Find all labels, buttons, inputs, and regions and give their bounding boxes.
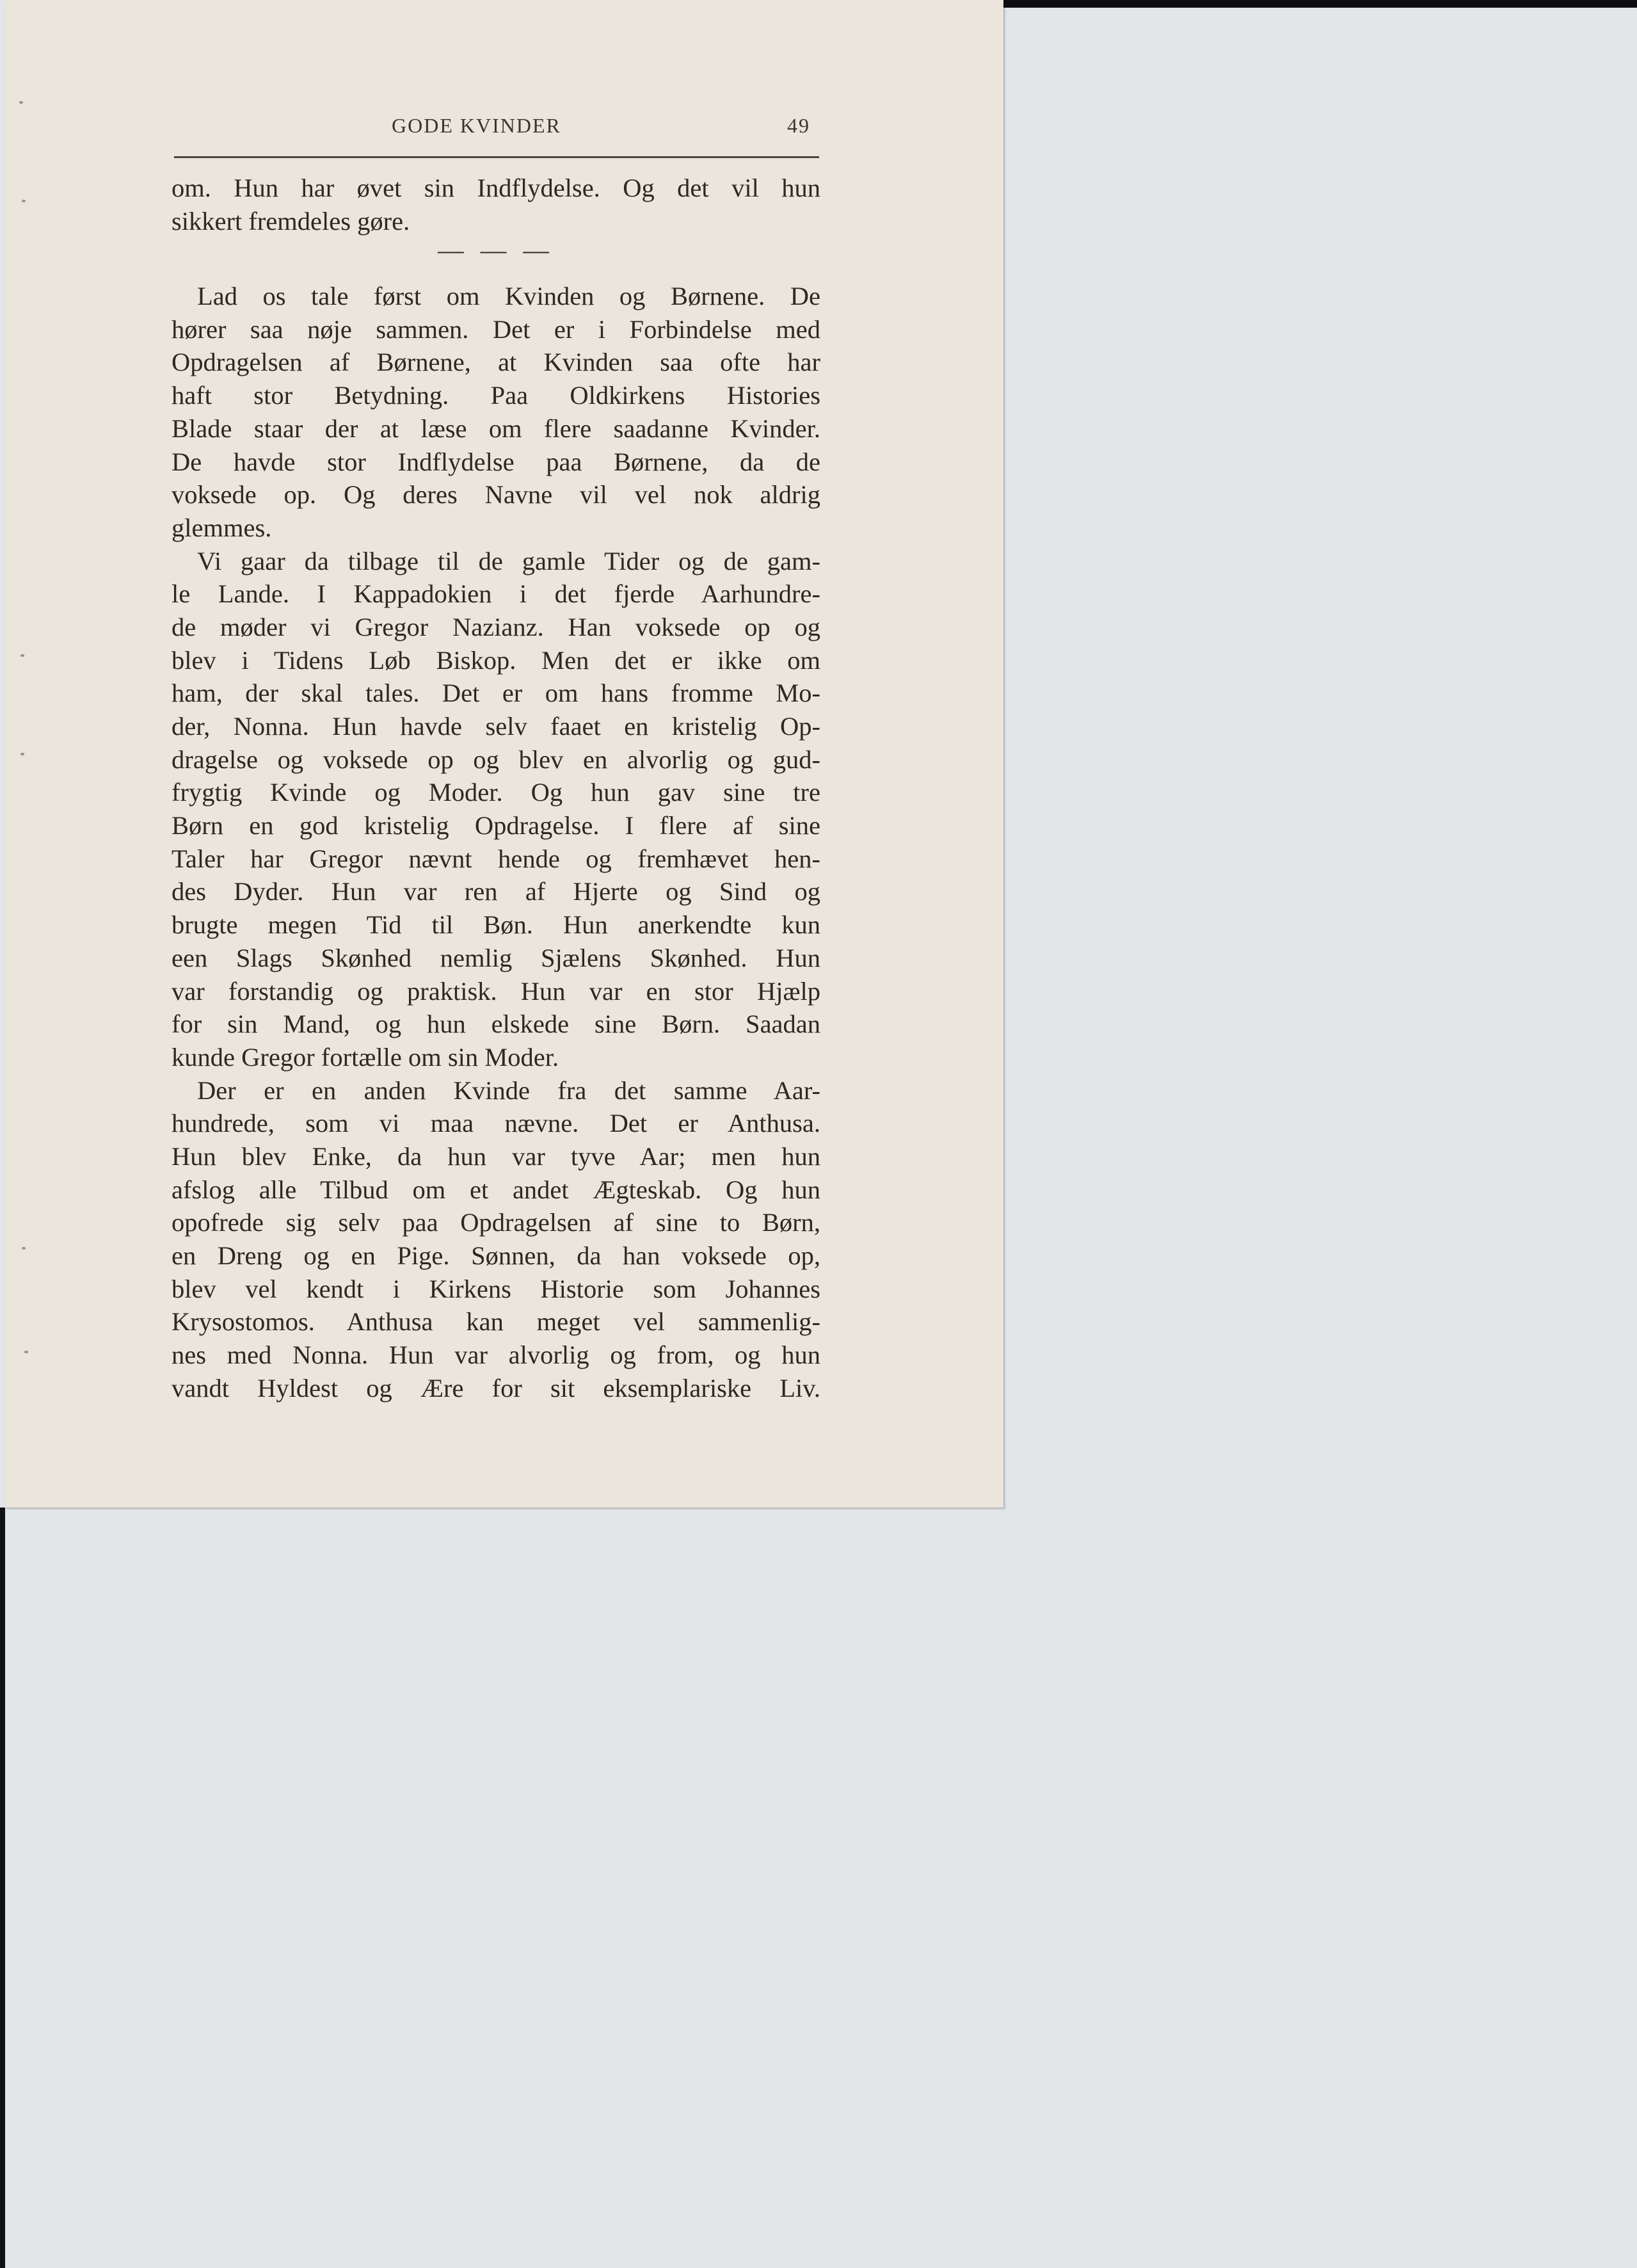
text-line: for sin Mand, og hun elskede sine Børn. Saadan — [172, 1009, 820, 1039]
text-line: hører saa nøje sammen. Det er i Forbindelse med — [172, 314, 820, 344]
text-line: een Slags Skønhed nemlig Sjælens Skønhed. Hun — [172, 943, 820, 972]
text-line: en Dreng og en Pige. Sønnen, da han voksede op, — [172, 1241, 820, 1270]
body-text — [172, 172, 820, 1404]
text-line: voksede op. Og deres Navne vil vel nok aldrig — [172, 480, 820, 510]
paragraph — [172, 280, 820, 545]
book-page — [5, 0, 1003, 1508]
text-line: haft stor Betydning. Paa Oldkirkens Histories — [172, 381, 820, 410]
text-line: kunde Gregor fortælle om sin Moder. — [172, 1042, 559, 1072]
paper-speck — [22, 200, 26, 202]
paragraph — [172, 545, 820, 1074]
text-line: De havde stor Indflydelse paa Børnene, da de — [172, 447, 820, 476]
text-line: Der er en anden Kvinde fra det samme Aar- — [197, 1075, 820, 1105]
text-line: brugte megen Tid til Bøn. Hun anerkendte kun — [172, 910, 820, 940]
text-line: nes med Nonna. Hun var alvorlig og from, og hun — [172, 1340, 820, 1370]
text-line: Lad os tale først om Kvinden og Børnene. De — [197, 282, 820, 311]
text-line: opofrede sig selv paa Opdragelsen af sine to Børn, — [172, 1208, 820, 1237]
text-line: blev i Tidens Løb Biskop. Men det er ikke om — [172, 645, 820, 675]
text-line: dragelse og voksede op og blev en alvorlig og gud- — [172, 744, 820, 774]
text-line: Vi gaar da tilbage til de gamle Tider og de gam- — [197, 546, 820, 575]
text-line: Taler har Gregor nævnt hende og fremhævet hen- — [172, 844, 820, 873]
text-line: Opdragelsen af Børnene, at Kvinden saa ofte har — [172, 348, 820, 377]
text-line: des Dyder. Hun var ren af Hjerte og Sind og — [172, 877, 820, 906]
text-line: hundrede, som vi maa nævne. Det er Anthusa. — [172, 1109, 820, 1138]
text-line: vandt Hyldest og Ære for sit eksemplariske Liv. — [172, 1373, 820, 1403]
text-line: Hun blev Enke, da hun var tyve Aar; men hun — [172, 1141, 820, 1171]
paper-speck — [20, 654, 24, 657]
spacer — [172, 271, 820, 280]
paper-speck — [24, 1351, 28, 1353]
paper-speck — [19, 101, 23, 104]
text-line: Blade staar der at læse om flere saadanne Kvinder. — [172, 414, 820, 443]
scan-edge-left — [0, 1508, 5, 2268]
page-number: 49 — [787, 114, 810, 137]
section-separator: — — — — [438, 236, 554, 265]
paper-speck — [22, 1247, 26, 1250]
text-line: afslog alle Tilbud om et andet Ægteskab. Og hun — [172, 1175, 820, 1204]
text-line: om. Hun har øvet sin Indflydelse. Og det vil hun — [172, 173, 820, 202]
text-line: Krysostomos. Anthusa kan meget vel sammenlig- — [172, 1307, 820, 1337]
text-line: le Lande. I Kappadokien i det fjerde Aarhundre- — [172, 579, 820, 609]
text-line: de møder vi Gregor Nazianz. Han voksede op og — [172, 612, 820, 641]
paragraph — [172, 1074, 820, 1405]
paper-speck — [20, 753, 24, 755]
header-rule — [174, 156, 819, 158]
text-line: der, Nonna. Hun havde selv faaet en kristelig Op- — [172, 712, 820, 741]
scan-edge-top — [1003, 0, 1637, 8]
text-line: sikkert fremdeles gøre. — [172, 206, 410, 236]
text-line: glemmes. — [172, 513, 272, 542]
text-line: var forstandig og praktisk. Hun var en stor Hjælp — [172, 976, 820, 1006]
text-line: blev vel kendt i Kirkens Historie som Johannes — [172, 1274, 820, 1303]
running-title: GODE KVINDER — [392, 114, 561, 137]
text-line: frygtig Kvinde og Moder. Og hun gav sine tre — [172, 778, 820, 807]
text-line: ham, der skal tales. Det er om hans fromme Mo- — [172, 679, 820, 708]
text-line: Børn en god kristelig Opdragelse. I flere af sine — [172, 811, 820, 840]
running-head — [5, 0, 1003, 137]
paragraph — [172, 172, 820, 237]
